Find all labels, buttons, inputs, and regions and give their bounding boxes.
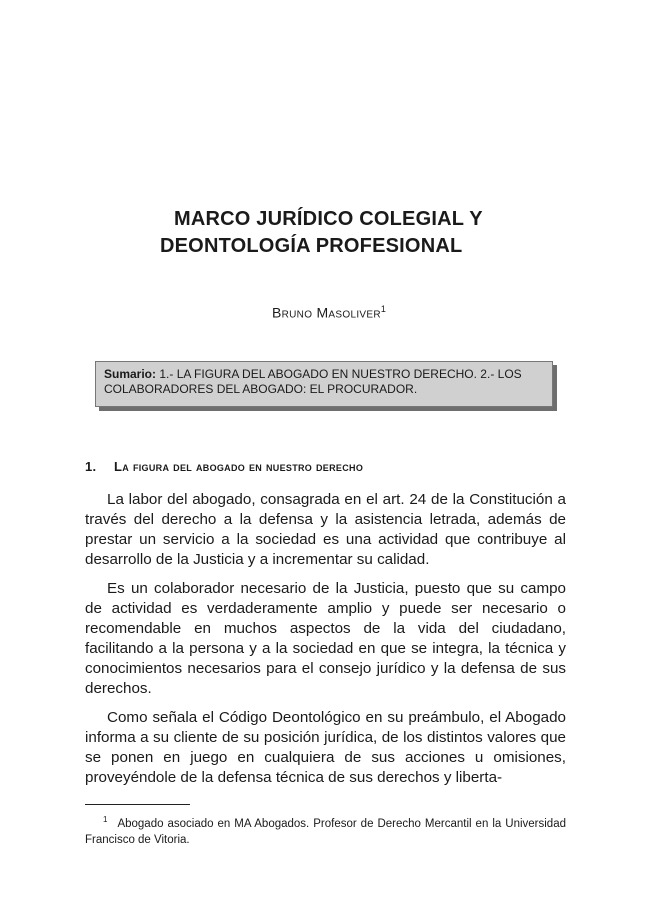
- section-title: La figura del abogado en nuestro derecho: [114, 459, 364, 474]
- summary-label: Sumario:: [104, 367, 157, 381]
- footnote-text: Abogado asociado en MA Abogados. Profesor de Derecho Mercantil en la Universidad Francisco de Vitoria.: [85, 817, 566, 846]
- title-line-1: MARCO JURÍDICO COLEGIAL Y: [174, 208, 483, 230]
- body-text: [85, 490, 566, 797]
- footnote: [85, 812, 566, 848]
- summary-box: [95, 361, 553, 407]
- summary-text: 1.- LA FIGURA DEL ABOGADO EN NUESTRO DERECHO. 2.- LOS COLABORADORES DEL ABOGADO: EL PROCURADOR.: [104, 367, 522, 396]
- paragraph: Es un colaborador necesario de la Justicia, puesto que su campo de actividad es verdaderamente amplio y puede ser necesario o recomendable en muchos aspectos de la vida del ciudadano, facilitando a la persona y a la sociedad en que se integra, la técnica y conocimientos necesarios para el consejo jurídico y la defensa de sus derechos.: [85, 580, 566, 697]
- author-name: Bruno Masoliver: [272, 304, 381, 321]
- author-footnote-ref[interactable]: 1: [380, 304, 387, 314]
- title-line-2: DEONTOLOGÍA PROFESIONAL: [160, 235, 463, 257]
- page-title: [160, 206, 540, 260]
- footnote-mark: 1: [103, 815, 108, 824]
- section-number: 1.: [85, 459, 97, 474]
- author: [272, 304, 386, 321]
- footnote-divider: [85, 804, 190, 805]
- paragraph: La labor del abogado, consagrada en el art. 24 de la Constitución a través del derecho a la defensa y la asistencia letrada, además de prestar un servicio a la sociedad es una actividad que contribuye al desarrollo de la Justicia y a incrementar su calidad.: [85, 491, 566, 568]
- paragraph: Como señala el Código Deontológico en su preámbulo, el Abogado informa a su cliente de su posición jurídica, de los distintos valores que se ponen en juego en cualquiera de sus acciones u omisiones, proveyéndole de la defensa técnica de sus derechos y liberta-: [85, 709, 566, 786]
- section-heading: [85, 459, 363, 474]
